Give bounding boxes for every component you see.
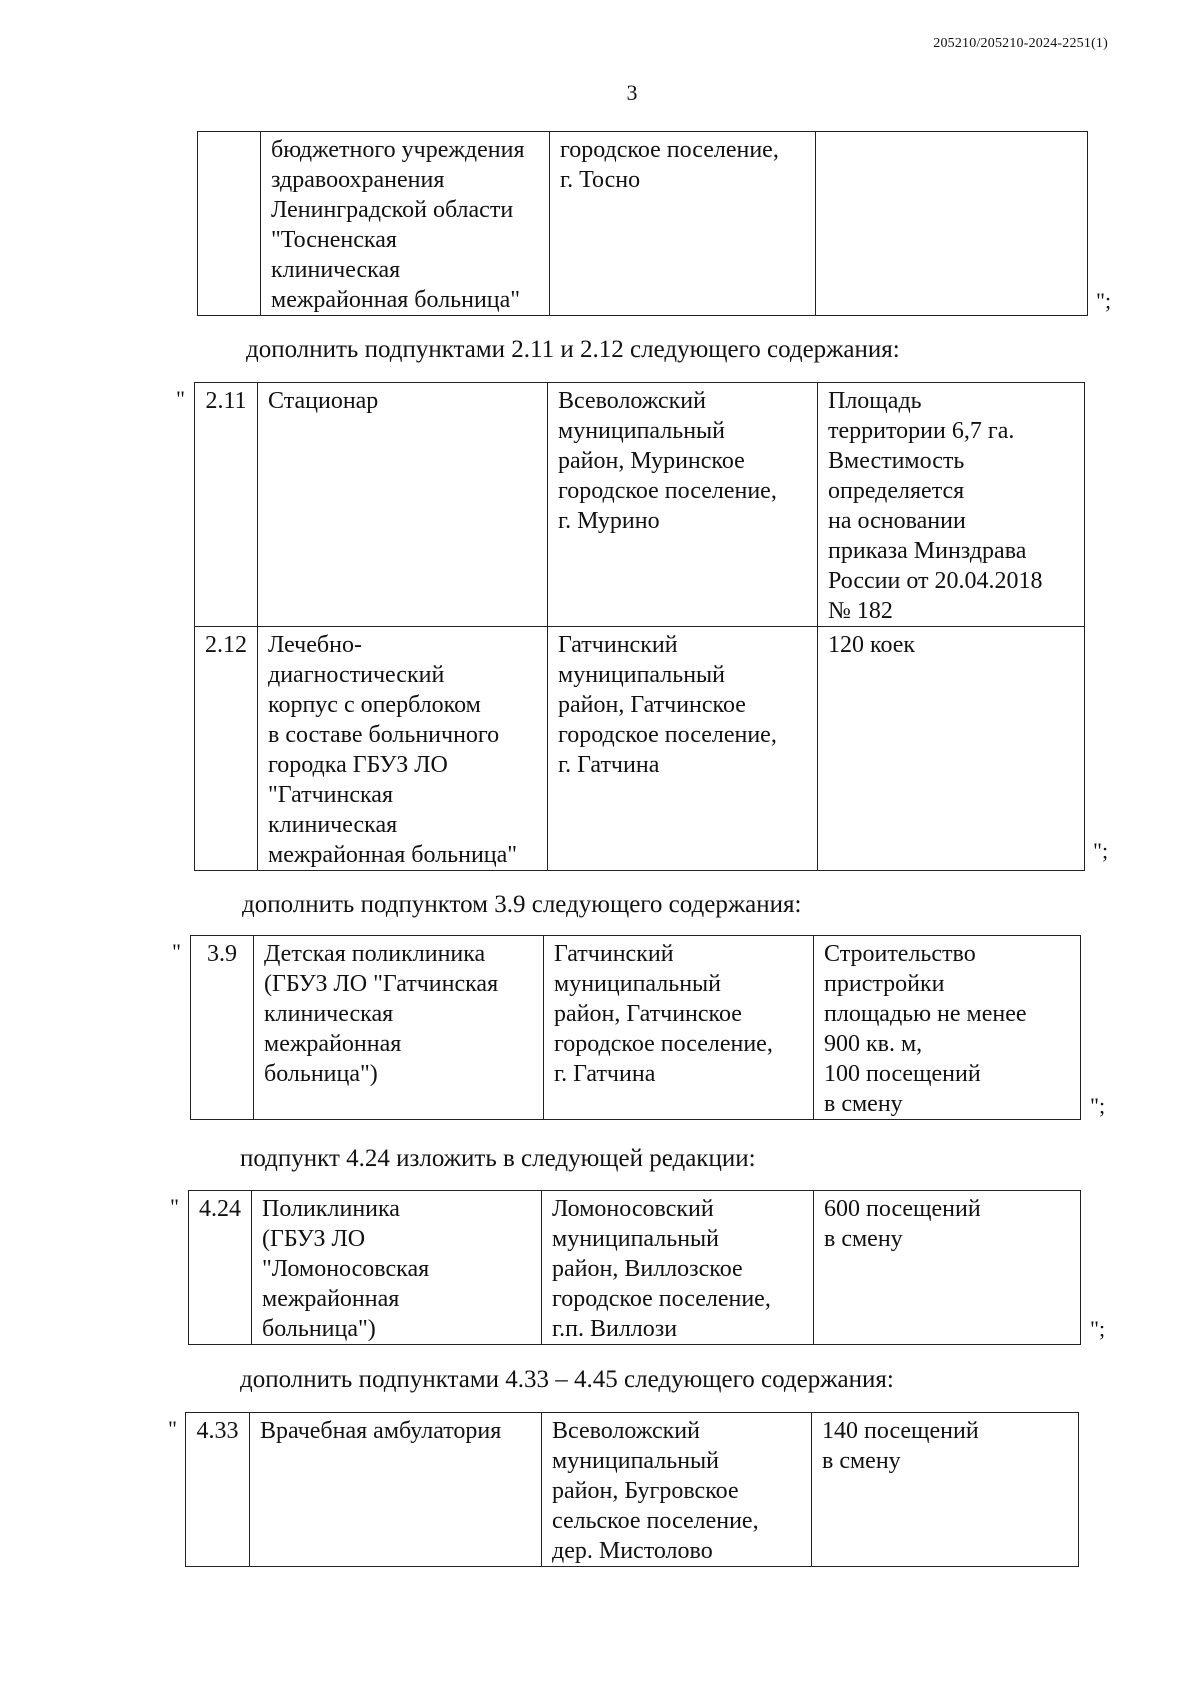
cell-text-line: (ГБУЗ ЛО [262, 1226, 366, 1252]
cell-text-line: сельское поселение, [552, 1508, 759, 1534]
cell-text-line: межрайонная [262, 1286, 400, 1312]
closing-quote: "; [1096, 288, 1112, 313]
cell-text-line: корпус с оперблоком [268, 692, 481, 718]
item-number-cell: 2.11 [195, 383, 258, 627]
location-cell [544, 936, 814, 1120]
amendment-table [194, 382, 1085, 871]
amendment-table [188, 1190, 1081, 1345]
parameters-cell [818, 383, 1085, 627]
cell-text-line: территории 6,7 га. [828, 418, 1015, 444]
opening-quote: " [176, 386, 185, 411]
document-id: 205210/205210-2024-2251(1) [933, 36, 1108, 51]
cell-text-line: район, Муринское [558, 448, 745, 474]
table-row [195, 383, 1085, 627]
cell-text-line: городское поселение, [558, 722, 777, 748]
cell-text-line: Всеволожский [552, 1418, 700, 1444]
cell-text-line: межрайонная больница" [271, 287, 521, 313]
table-row [191, 936, 1081, 1120]
instruction-text: дополнить подпунктами 2.11 и 2.12 следующего содержания: [246, 336, 900, 363]
cell-text-line: муниципальный [552, 1448, 720, 1474]
cell-text-line: 100 посещений [824, 1061, 981, 1087]
parameters-cell [818, 627, 1085, 871]
instruction-text: дополнить подпунктами 4.33 – 4.45 следующего содержания: [240, 1366, 894, 1393]
location-cell [550, 132, 816, 316]
cell-text-line: России от 20.04.2018 [828, 568, 1043, 594]
instruction-text: дополнить подпунктом 3.9 следующего содержания: [242, 891, 802, 918]
cell-text-line: городское поселение, [554, 1031, 773, 1057]
table-row [189, 1191, 1081, 1345]
cell-text-line: диагностический [268, 662, 445, 688]
cell-text-line: Гатчинский [558, 632, 678, 658]
cell-text-line: Ломоносовский [552, 1196, 714, 1222]
cell-text-line: Площадь [828, 388, 922, 414]
cell-text-line: Гатчинский [554, 941, 674, 967]
cell-text-line: г. Тосно [560, 167, 641, 193]
continuation-table [197, 131, 1088, 316]
opening-quote: " [170, 1194, 179, 1219]
cell-text-line: район, Бугровское [552, 1478, 739, 1504]
table-row [186, 1413, 1079, 1567]
item-number-cell: 4.33 [186, 1413, 250, 1567]
parameters-cell [814, 1191, 1081, 1345]
item-number-cell [198, 132, 261, 316]
cell-text-line: Лечебно- [268, 632, 362, 658]
cell-text-line: Вместимость [828, 448, 965, 474]
cell-text-line: "Ломоносовская [262, 1256, 430, 1282]
cell-text-line: (ГБУЗ ЛО "Гатчинская [264, 971, 499, 997]
cell-text-line: г. Мурино [558, 508, 660, 534]
cell-text-line: муниципальный [558, 662, 726, 688]
cell-text-line: площадью не менее [824, 1001, 1027, 1027]
item-number-cell: 4.24 [189, 1191, 252, 1345]
cell-text-line: в смену [822, 1448, 901, 1474]
cell-text-line: Ленинградской области [271, 197, 514, 223]
parameters-cell [814, 936, 1081, 1120]
cell-text-line: г. Гатчина [554, 1061, 656, 1087]
object-name-cell [258, 627, 548, 871]
object-name-cell [254, 936, 544, 1120]
cell-text-line: 120 коек [828, 632, 916, 658]
opening-quote: " [168, 1416, 177, 1441]
cell-text-line: на основании [828, 508, 966, 534]
cell-text-line: муниципальный [552, 1226, 720, 1252]
object-name-cell [252, 1191, 542, 1345]
location-cell [542, 1413, 812, 1567]
cell-text-line: определяется [828, 478, 965, 504]
cell-text-line: клиническая [268, 812, 398, 838]
location-cell [548, 627, 818, 871]
cell-text-line: здравоохранения [271, 167, 445, 193]
cell-text-line: межрайонная больница" [268, 842, 518, 868]
page-number: 3 [626, 80, 638, 105]
cell-text-line: "Гатчинская [268, 782, 393, 808]
cell-text-line: Стационар [268, 388, 379, 414]
cell-text-line: городское поселение, [552, 1286, 771, 1312]
cell-text-line: приказа Минздрава [828, 538, 1027, 564]
closing-quote: "; [1090, 1316, 1106, 1341]
cell-text-line: в смену [824, 1226, 903, 1252]
location-cell [542, 1191, 814, 1345]
cell-text-line: район, Виллозское [552, 1256, 743, 1282]
cell-text-line: район, Гатчинское [554, 1001, 742, 1027]
cell-text-line: городское поселение, [558, 478, 777, 504]
table-row [195, 627, 1085, 871]
parameters-cell [816, 132, 1088, 316]
cell-text-line: № 182 [828, 598, 893, 624]
object-name-cell [250, 1413, 542, 1567]
cell-text-line: в составе больничного [268, 722, 500, 748]
cell-text-line: Детская поликлиника [264, 941, 486, 967]
object-name-cell [258, 383, 548, 627]
cell-text-line: район, Гатчинское [558, 692, 746, 718]
cell-text-line: межрайонная [264, 1031, 402, 1057]
cell-text-line: Поликлиника [262, 1196, 400, 1222]
cell-text-line: бюджетного учреждения [271, 137, 525, 163]
cell-text-line: 900 кв. м, [824, 1031, 923, 1057]
amendment-table [185, 1412, 1079, 1567]
cell-text-line: "Тосненская [271, 227, 397, 253]
amendment-table [190, 935, 1081, 1120]
parameters-cell [812, 1413, 1079, 1567]
cell-text-line: Строительство [824, 941, 976, 967]
instruction-text: подпункт 4.24 изложить в следующей редакции: [240, 1145, 756, 1172]
cell-text-line: городка ГБУЗ ЛО [268, 752, 448, 778]
cell-text-line: городское поселение, [560, 137, 779, 163]
cell-text-line: муниципальный [558, 418, 726, 444]
cell-text-line: больница") [262, 1316, 376, 1342]
item-number-cell: 2.12 [195, 627, 258, 871]
cell-text-line: 140 посещений [822, 1418, 979, 1444]
item-number-cell: 3.9 [191, 936, 254, 1120]
cell-text-line: 600 посещений [824, 1196, 981, 1222]
cell-text-line: г.п. Виллози [552, 1316, 678, 1342]
table-row [198, 132, 1088, 316]
cell-text-line: в смену [824, 1091, 903, 1117]
opening-quote: " [172, 939, 181, 964]
closing-quote: "; [1090, 1093, 1106, 1118]
cell-text-line: дер. Мистолово [552, 1538, 713, 1564]
cell-text-line: клиническая [264, 1001, 394, 1027]
cell-text-line: Всеволожский [558, 388, 706, 414]
cell-text-line: Врачебная амбулатория [260, 1418, 502, 1444]
cell-text-line: пристройки [824, 971, 945, 997]
cell-text-line: больница") [264, 1061, 378, 1087]
object-name-cell [261, 132, 550, 316]
cell-text-line: муниципальный [554, 971, 722, 997]
cell-text-line: г. Гатчина [558, 752, 660, 778]
closing-quote: "; [1093, 838, 1109, 863]
location-cell [548, 383, 818, 627]
cell-text-line: клиническая [271, 257, 401, 283]
